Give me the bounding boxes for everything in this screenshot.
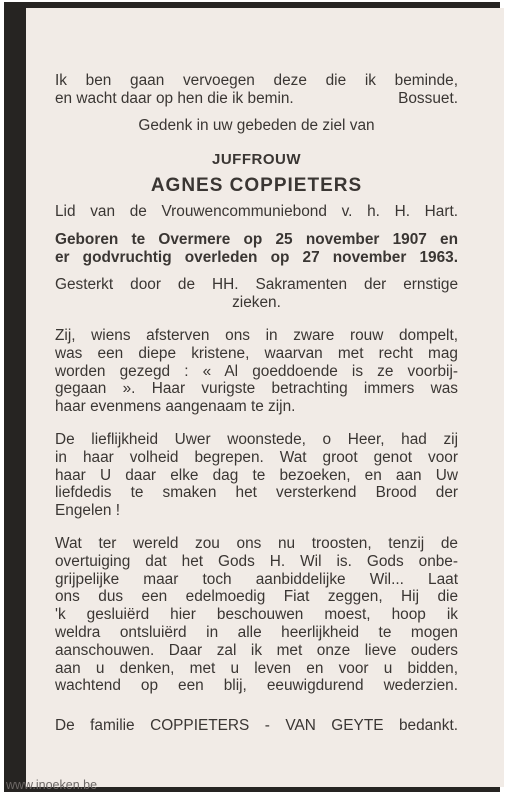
paragraph-line: weldra ontsluiërd in alle heerlijkheid te mogen [55,623,458,641]
quote-text: en wacht daar op hen die ik bemin. [55,89,294,107]
paragraph-line: Engelen ! [55,502,121,520]
paragraph-line: haar U daar elke dag te bezoeken, en aan Uw [55,466,458,484]
death-line: er godvruchtig overleden op 27 november 1963. [55,248,458,266]
paragraph-line: haar evenmens aangenaam te zijn. [55,398,296,416]
membership-line: Lid van de Vrouwencommuniebond v. h. H. Hart. [55,202,458,220]
paragraph-line: liefdedis te smaken het versterkend Brood der [55,484,458,502]
sacraments-info [55,276,458,312]
paragraph-line: aanschouwen. Daar zal ik met onze lieve ouders [55,641,458,659]
paragraph-line: wachtend op een blij, eeuwigdurend wederzien. [55,677,458,695]
card-text [55,72,458,735]
paragraph-line: was een diepe kristene, waarvan met recht mag [55,344,458,362]
sacraments-line-2: zieken. [232,294,281,312]
family-thanks: De familie COPPIETERS - VAN GEYTE bedankt. [55,717,458,735]
quote [55,72,458,108]
birth-line: Geboren te Overmere op 25 november 1907 en [55,230,458,248]
paragraph-2 [55,431,458,520]
paragraph-3 [55,535,458,695]
paragraph-line: Wat ter wereld zou ons nu troosten, tenzij de [55,534,458,552]
paragraph-line: gegaan ». Haar vurigste betrachting immers was [55,380,458,398]
paragraph-1 [55,327,458,416]
paragraph-line: grijpelijke maar toch aanbiddelijke Wil... Laat [55,570,458,588]
paragraph-line: aan u denken, met u leven en voor u bidden, [55,659,458,677]
paragraph-line: Zij, wiens afsterven ons in zware rouw dompelt, [55,326,458,344]
intro-line: Gedenk in uw gebeden de ziel van [138,116,375,134]
deceased-name: AGNES COPPIETERS [150,175,363,197]
quote-line-1: Ik ben gaan vervoegen deze die ik beminde, [55,72,458,89]
birth-death-info [55,231,458,267]
sacraments-line-1: Gesterkt door de HH. Sakramenten der ernstige [55,276,458,294]
paragraph-line: worden gezegd : « Al goeddoende is ze voorbij- [55,362,458,380]
paragraph-line: 'k gesluiërd hier beschouwen moest, hoop ik [55,606,458,624]
paragraph-line: De lieflijkheid Uwer woonstede, o Heer, had zij [55,430,458,448]
paragraph-line: overtuiging dat het Gods H. Wil is. Gods onbe- [55,552,458,570]
paragraph-line: in haar volheid begrepen. Wat groot genot voor [55,448,458,466]
quote-line-2 [55,90,458,108]
site-watermark: www.inoeken.be [6,778,98,792]
quote-author: Bossuet. [398,89,458,107]
honorific: JUFFROUW [212,151,301,169]
paragraph-line: ons dus een edelmoedig Fiat zeggen, Hij die [55,588,458,606]
